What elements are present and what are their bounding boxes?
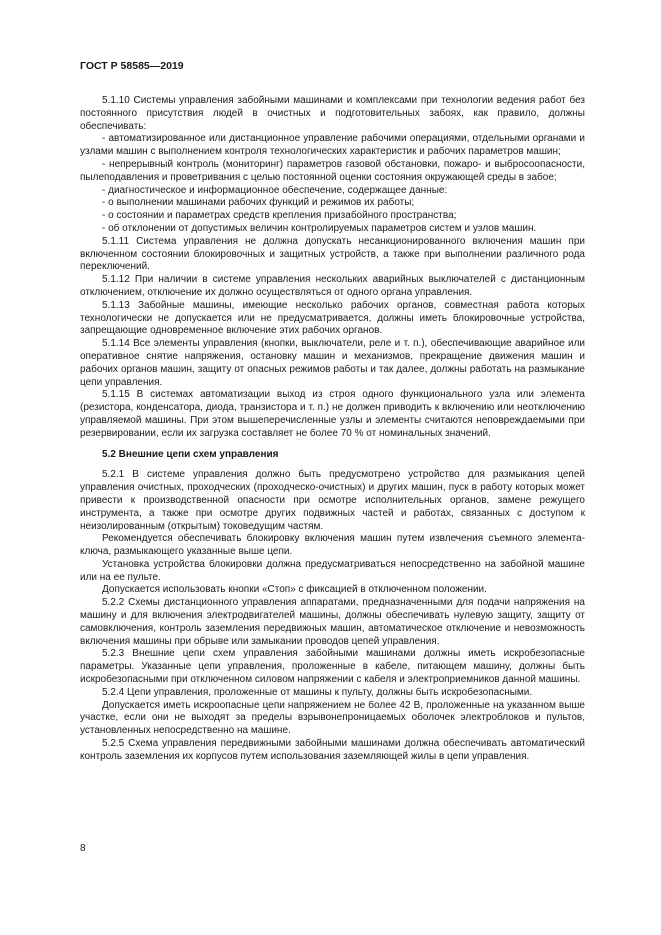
paragraph: 5.1.11 Система управления не должна допускать несанкционированного включения машин при включенном состоянии блокировочных и защитных устройств, а также при выполнении различного рода переключений.	[80, 235, 585, 273]
list-item: - о состоянии и параметрах средств крепления призабойного пространства;	[102, 210, 457, 222]
document-header: ГОСТ Р 58585—2019	[80, 60, 184, 72]
paragraph: Установка устройства блокировки должна предусматриваться непосредственно на забойной машине или на ее пульте.	[80, 558, 585, 583]
paragraph: 5.2.5 Схема управления передвижными забойными машинами должна обеспечивать автоматический контроль заземления их корпусов путем использования заземляющей жилы в цепи управления.	[80, 738, 585, 762]
list-item: - диагностическое и информационное обеспечение, содержащее данные:	[102, 184, 448, 196]
paragraph: 5.2.1 В системе управления должно быть предусмотрено устройство для размыкания цепей управления очистных, проходческих (проходческо-очистных) и других машин, пуск в работу которых может привести к производственной опасности при осмотре исполнительных органов, замене режущего инструмента, а также при осмотре других подвижных частей и работах, связанных с доступом к неизолированным (открытым) токоведущим частям.	[80, 469, 585, 532]
list-item: - автоматизированное или дистанционное управление рабочими операциями, отдельными органами и узлами машин с выполнением контроля технологических характеристик и рабочих параметров машин;	[80, 133, 585, 158]
paragraph: 5.1.12 При наличии в системе управления нескольких аварийных выключателей с дистанционным отключением, отключение их должно осуществляться от одного органа управления.	[80, 274, 585, 298]
paragraph: 5.2.3 Внешние цепи схем управления забойными машинами должны иметь искробезопасные параметры. Указанные цепи управления, проложенные в кабеле, питающем машину, должны быть искробезопасными при отключенном силовом напряжении с кабеля и электроприемников данной машины.	[80, 648, 585, 686]
section-heading: 5.2 Внешние цепи схем управления	[102, 448, 279, 460]
paragraph: Допускается использовать кнопки «Стоп» с фиксацией в отключенном положении.	[102, 584, 487, 596]
page-number: 8	[80, 843, 86, 854]
paragraph: 5.2.2 Схемы дистанционного управления аппаратами, предназначенными для подачи напряжения на машину и для включения электродвигателей машины, должны обеспечивать нулевую защиту, защиту от самовключения, контроль заземления передвижных машин, автоматическое отключение и невозможность включения машины при обрыве или замыкании проводов цепей управления.	[80, 597, 585, 647]
paragraph: 5.1.15 В системах автоматизации выход из строя одного функционального узла или элемента (резистора, конденсатора, диода, транзистора и т. п.) не должен приводить к включению или неотключению управляемой машины. При этом вышеперечисленные узлы и элементы считаются неповреждаемыми при резервировании, если их загрузка составляет не более 70 % от номинальных значений.	[80, 389, 585, 439]
list-item: - о выполнении машинами рабочих функций и режимов их работы;	[102, 197, 415, 209]
paragraph: Рекомендуется обеспечивать блокировку включения машин путем извлечения съемного элемента-ключа, размыкающего указанные выше цепи.	[80, 533, 585, 558]
list-item: - об отклонении от допустимых величин контролируемых параметров систем и узлов машин.	[102, 222, 537, 234]
paragraph: 5.1.13 Забойные машины, имеющие несколько рабочих органов, совместная работа которых технологически не допускается или не предусматривается, должны иметь блокировочные устройства, запрещающие одновременное включение этих рабочих органов.	[80, 299, 585, 337]
paragraph: 5.2.4 Цепи управления, проложенные от машины к пульту, должны быть искробезопасными.	[102, 686, 533, 698]
paragraph: 5.1.10 Системы управления забойными машинами и комплексами при технологии ведения работ без постоянного присутствия людей в очистных и подготовительных забоях, как правило, должны обеспечивать:	[80, 95, 585, 132]
list-item: - непрерывный контроль (мониторинг) параметров газовой обстановки, пожаро- и выбросоопасности, пылеподавления и проветривания с целью постоянной оценки состояния окружающей среды в забое;	[80, 158, 585, 183]
paragraph: 5.1.14 Все элементы управления (кнопки, выключатели, реле и т. п.), обеспечивающие аварийное или оперативное снятие напряжения, остановку машин и механизмов, прекращение движения машин и рабочих органов машин, защиту от опасных режимов работы и так далее, должны работать на размыкание цепи управления.	[80, 338, 585, 388]
paragraph: Допускается иметь искроопасные цепи напряжением не более 42 В, проложенные на указанном выше участке, если они не выходят за пределы взрывонепроницаемых оболочек электроблоков и пультов, установленных непосредственно на машине.	[80, 699, 585, 737]
document-body	[80, 95, 585, 764]
